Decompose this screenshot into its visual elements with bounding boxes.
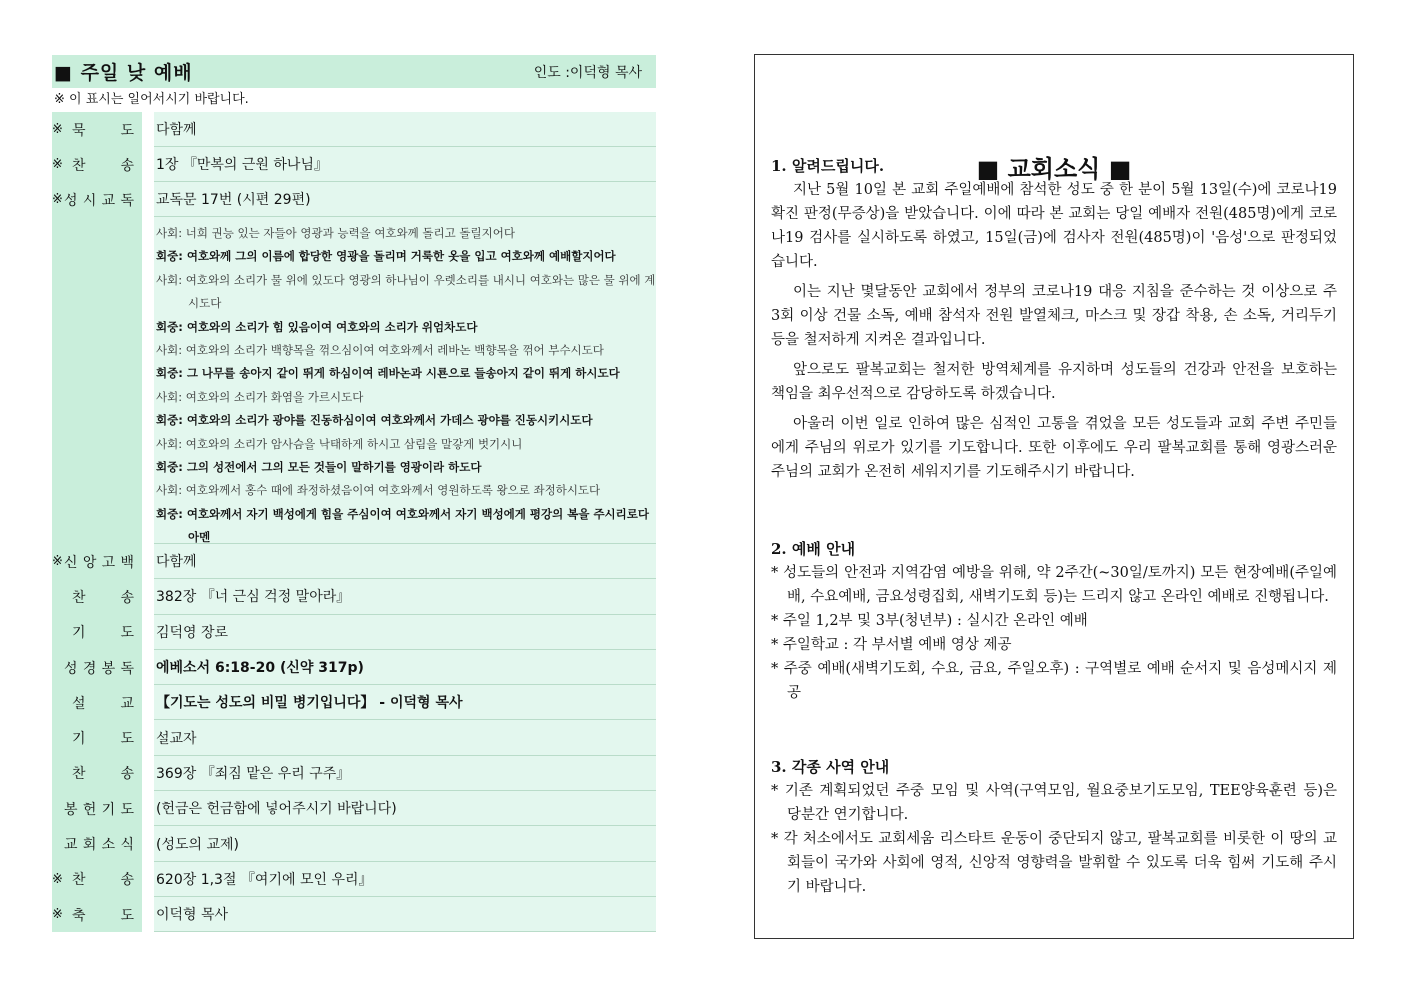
leader-line: 사회: 여호와의 소리가 화염을 가르시도다 [156,389,364,404]
news-title: ■ 교회소식 ■ [976,155,1132,183]
leader-line: 사회: 여호와의 소리가 물 위에 있도다 영광의 하나님이 우렛소리를 내시니 여호와는 많은 물 위에 계시도다 [156,272,656,311]
news-paragraph: 지난 5월 10일 본 교회 주일예배에 참석한 성도 중 한 분이 5월 13일(수)에 코로나19 확진 판정(무증상)을 받았습니다. 이에 따라 본 교회는 당일 예배자 전원(485명)에게 코로나19 검사를 실시하도록 하였고, 15일(금)에 검사자 전원(485명)이 '음성'으로 판정되었습니다. [771,182,1337,270]
order-label-cell [52,756,142,791]
order-row [52,579,656,614]
order-label-cell [52,615,142,650]
section-1-heading: 1. 알려드립니다. [771,157,885,175]
order-value: 이덕형 목사 [154,897,656,932]
news-bullet: * 주일학교 : 각 부서별 예배 영상 제공 [771,637,1012,653]
order-value: 1장 『만복의 근원 하나님』 [154,147,656,182]
order-value: 교독문 17번 (시편 29편) [154,182,656,217]
congregation-line: 회중: 여호와의 소리가 광야를 진동하심이여 여호와께서 가데스 광야를 진동시키시도다 [156,413,593,428]
responsive-label-cell [52,217,142,544]
order-label-cell [52,826,142,861]
order-label-cell [52,685,142,720]
order-label-cell [52,579,142,614]
standing-mark: ※ [52,907,63,923]
order-value: 다함께 [154,112,656,147]
order-label: 성 경 봉 독 [64,660,134,677]
order-row [52,112,656,147]
order-label-cell [52,791,142,826]
worship-leader: 인도 :이덕형 목사 [533,64,642,81]
order-row [52,147,656,182]
order-label: 찬 송 [72,872,134,889]
order-value: 369장 『죄짐 맡은 우리 구주』 [154,756,656,791]
order-label: 찬 송 [72,766,134,783]
order-value: 382장 『너 근심 걱정 말아라』 [154,579,656,614]
order-row [52,862,656,897]
leader-line: 사회: 여호와께서 홍수 때에 좌정하셨음이여 여호와께서 영원하도록 왕으로 좌정하시도다 [156,483,601,498]
standing-note: ※ 이 표시는 일어서시기 바랍니다. [54,92,249,107]
standing-mark: ※ [52,157,63,172]
order-row [52,685,656,720]
responsive-text [154,217,656,544]
leader-line: 사회: 너희 권능 있는 자들아 영광과 능력을 여호와께 돌리고 돌릴지어다 [156,226,515,240]
news-bullet: * 각 처소에서도 교회세움 리스타트 운동이 중단되지 않고, 팔복교회를 비롯한 이 땅의 교회들이 국가와 사회에 영적, 신앙적 영향력을 발휘할 수 있도록 더욱 힘써 기도해 주시기 바랍니다. [771,831,1337,895]
order-value: 에베소서 6:18-20 (신약 317p) [154,650,656,685]
standing-mark: ※ [52,871,63,887]
standing-mark: ※ [52,192,63,207]
order-value: 김덕영 장로 [154,615,656,650]
order-label: 신 앙 고 백 [64,554,134,571]
order-row [52,650,656,685]
order-label-cell [52,182,142,217]
congregation-line: 회중: 여호와의 소리가 힘 있음이여 여호와의 소리가 위엄차도다 [156,319,478,334]
news-bullet: * 성도들의 안전과 지역감염 예방을 위해, 약 2주간(~30일/토까지) 모든 현장예배(주일예배, 수요예배, 금요성령집회, 새벽기도회 등)는 드리지 않고 온라인 예배로 진행됩니다. [771,565,1337,605]
news-bullet: * 주중 예배(새벽기도회, 수요, 금요, 주일오후) : 구역별로 예배 순서지 및 음성메시지 제공 [771,661,1337,701]
order-label-cell [52,650,142,685]
order-label-cell [52,544,142,579]
order-label-cell [52,720,142,755]
worship-header [52,55,656,88]
order-row [52,826,656,861]
order-label: 기 도 [72,625,134,642]
news-section-2 [771,537,1337,705]
order-label: 찬 송 [72,589,134,606]
order-label: 축 도 [72,907,134,924]
order-row [52,791,656,826]
news-section-3 [771,755,1337,899]
order-row [52,897,656,932]
order-row [52,756,656,791]
order-value: 【기도는 성도의 비밀 병기입니다】 - 이덕형 목사 [154,685,656,720]
news-bullet: * 주일 1,2부 및 3부(청년부) : 실시간 온라인 예배 [771,613,1088,629]
order-rows-bottom [52,544,656,932]
section-3-heading: 3. 각종 사역 안내 [771,758,890,776]
order-value: 다함께 [154,544,656,579]
news-paragraph: 아울러 이번 일로 인하여 많은 심적인 고통을 겪었을 모든 성도들과 교회 주변 주민들에게 주님의 위로가 있기를 기도합니다. 또한 이후에도 우리 팔복교회를 통해 영광스러운 주님의 교회가 온전히 세워지기를 기도해주시기 바랍니다. [771,416,1337,480]
order-label: 봉 헌 기 도 [64,801,134,818]
leader-line: 사회: 여호와의 소리가 백향목을 꺾으심이여 여호와께서 레바논 백향목을 꺾어 부수시도다 [156,343,604,358]
order-value: (헌금은 헌금함에 넣어주시기 바랍니다) [154,791,656,826]
order-value: 설교자 [154,720,656,755]
order-row [52,544,656,579]
order-label-cell [52,112,142,147]
order-rows-top [52,112,656,217]
order-label: 성 시 교 독 [64,192,134,209]
order-label: 묵 도 [72,122,134,139]
order-label: 기 도 [72,731,134,748]
order-row [52,615,656,650]
standing-mark: ※ [52,122,63,137]
worship-title: ■ 주일 낮 예배 [54,62,193,84]
order-label: 찬 송 [72,157,134,174]
church-news-panel [754,54,1354,939]
order-label-cell [52,862,142,897]
congregation-line: 회중: 여호와께서 자기 백성에게 힘을 주심이여 여호와께서 자기 백성에게 평강의 복을 주시리로다 아멘 [156,506,649,545]
news-section-1 [771,154,1337,490]
news-paragraph: 앞으로도 팔복교회는 철저한 방역체계를 유지하며 성도들의 건강과 안전을 보호하는 책임을 최우선적으로 감당하도록 하겠습니다. [771,362,1337,402]
order-label-cell [52,897,142,932]
congregation-line: 회중: 그 나무를 송아지 같이 뛰게 하심이여 레바논과 시룐으로 들송아지 같이 뛰게 하시도다 [156,366,620,381]
leader-line: 사회: 여호와의 소리가 암사슴을 낙태하게 하시고 삼림을 말갛게 벗기시니 [156,436,523,451]
news-paragraph: 이는 지난 몇달동안 교회에서 정부의 코로나19 대응 지침을 준수하는 것 이상으로 주 3회 이상 건물 소독, 예배 참석자 전원 발열체크, 마스크 및 장갑 착용, 손 소독, 거리두기 등을 철저하게 지켜온 결과입니다. [771,284,1337,348]
standing-mark: ※ [52,554,63,570]
order-label: 설 교 [72,695,134,712]
congregation-line: 회중: 그의 성전에서 그의 모든 것들이 말하기를 영광이라 하도다 [156,460,482,475]
order-row [52,720,656,755]
order-label-cell [52,147,142,182]
section-2-heading: 2. 예배 안내 [771,540,856,558]
worship-order-panel [52,55,656,932]
order-row [52,182,656,217]
order-label: 교 회 소 식 [64,837,134,854]
congregation-line: 회중: 여호와께 그의 이름에 합당한 영광을 돌리며 거룩한 옷을 입고 여호와께 예배할지어다 [156,249,616,264]
order-value: (성도의 교제) [154,826,656,861]
responsive-reading [52,217,656,544]
news-bullet: * 기존 계획되었던 주중 모임 및 사역(구역모임, 월요중보기도모임, TEE양육훈련 등)은 당분간 연기합니다. [771,783,1337,823]
order-value: 620장 1,3절 『여기에 모인 우리』 [154,862,656,897]
